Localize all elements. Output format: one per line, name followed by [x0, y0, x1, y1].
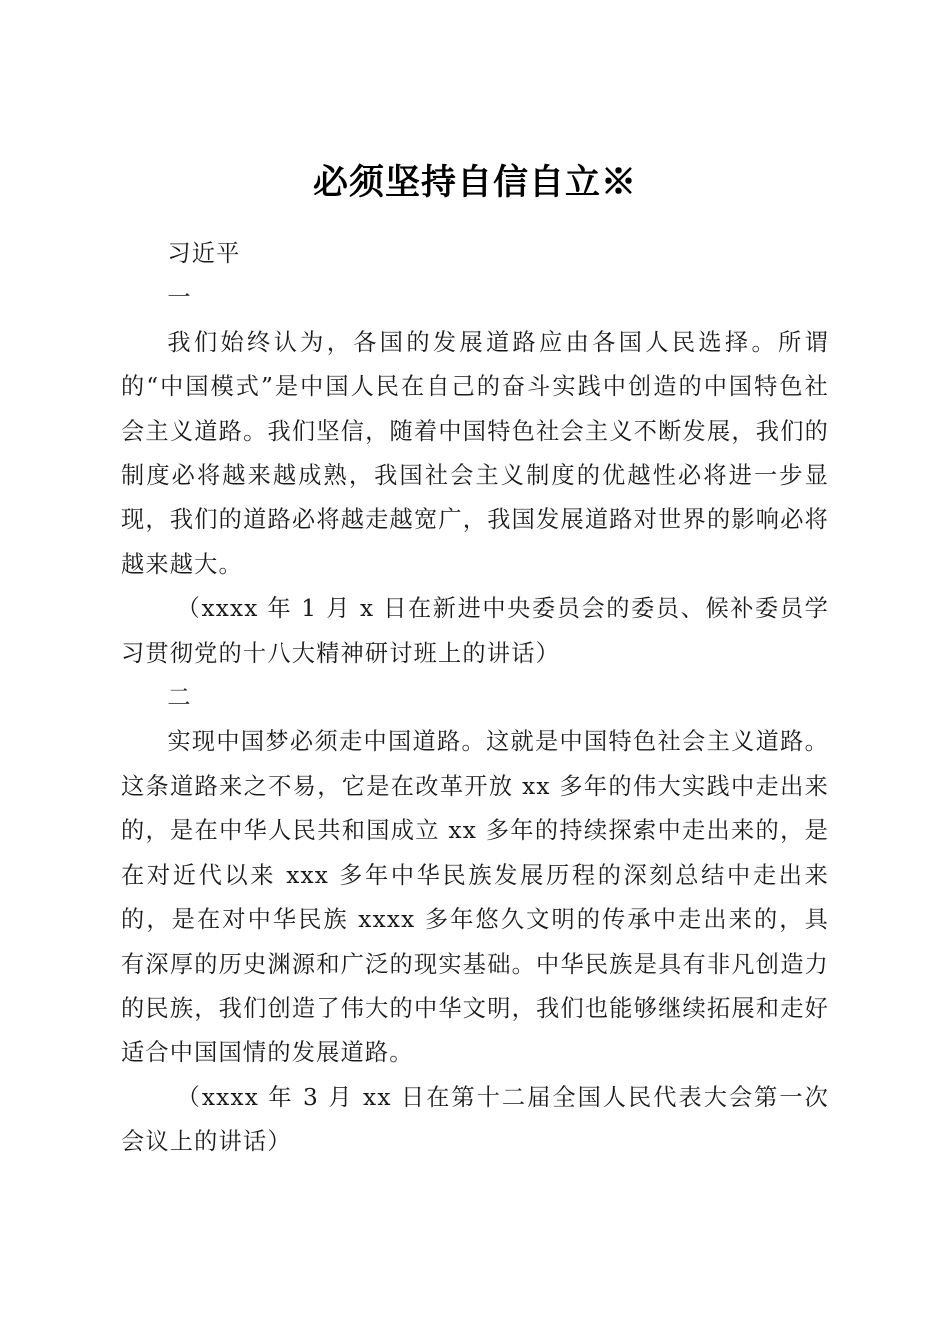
section-paragraph: 实现中国梦必须走中国道路。这就是中国特色社会主义道路。这条道路来之不易，它是在改革开放 xx 多年的伟大实践中走出来的，是在中华人民共和国成立 xx 多年的持续探索中走出来的，是在对近代以来 xxx 多年中华民族发展历程的深刻总结中走出来的，是在对中华民族 xxxx 多年悠久文明的传承中走出来的，具有深厚的历史渊源和广泛的现实基础。中华民族是具有非凡创造力的民族，我们创造了伟大的中华文明，我们也能够继续拓展和走好适合中国国情的发展道路。: [121, 728, 829, 1067]
section-paragraph: 我们始终认为，各国的发展道路应由各国人民选择。所谓的“中国模式”是中国人民在自己的奋斗实践中创造的中国特色社会主义道路。我们坚信，随着中国特色社会主义不断发展，我们的制度必将越来越成熟，我国社会主义制度的优越性必将进一步显现，我们的道路必将越走越宽广，我国发展道路对世界的影响必将越来越大。: [121, 328, 829, 578]
section-heading: 二: [167, 684, 192, 712]
author-line: 习近平: [167, 240, 241, 267]
section-heading: 一: [167, 284, 192, 312]
document-body: [121, 232, 829, 1165]
section-source-note: （xxxx 年 1 月 x 日在新进中央委员会的委员、候补委员学习贯彻党的十八大精神研讨班上的讲话）: [121, 595, 829, 667]
section-source-note: （xxxx 年 3 月 xx 日在第十二届全国人民代表大会第一次会议上的讲话）: [121, 1083, 829, 1156]
page-title: 必须坚持自信自立※: [312, 162, 637, 204]
